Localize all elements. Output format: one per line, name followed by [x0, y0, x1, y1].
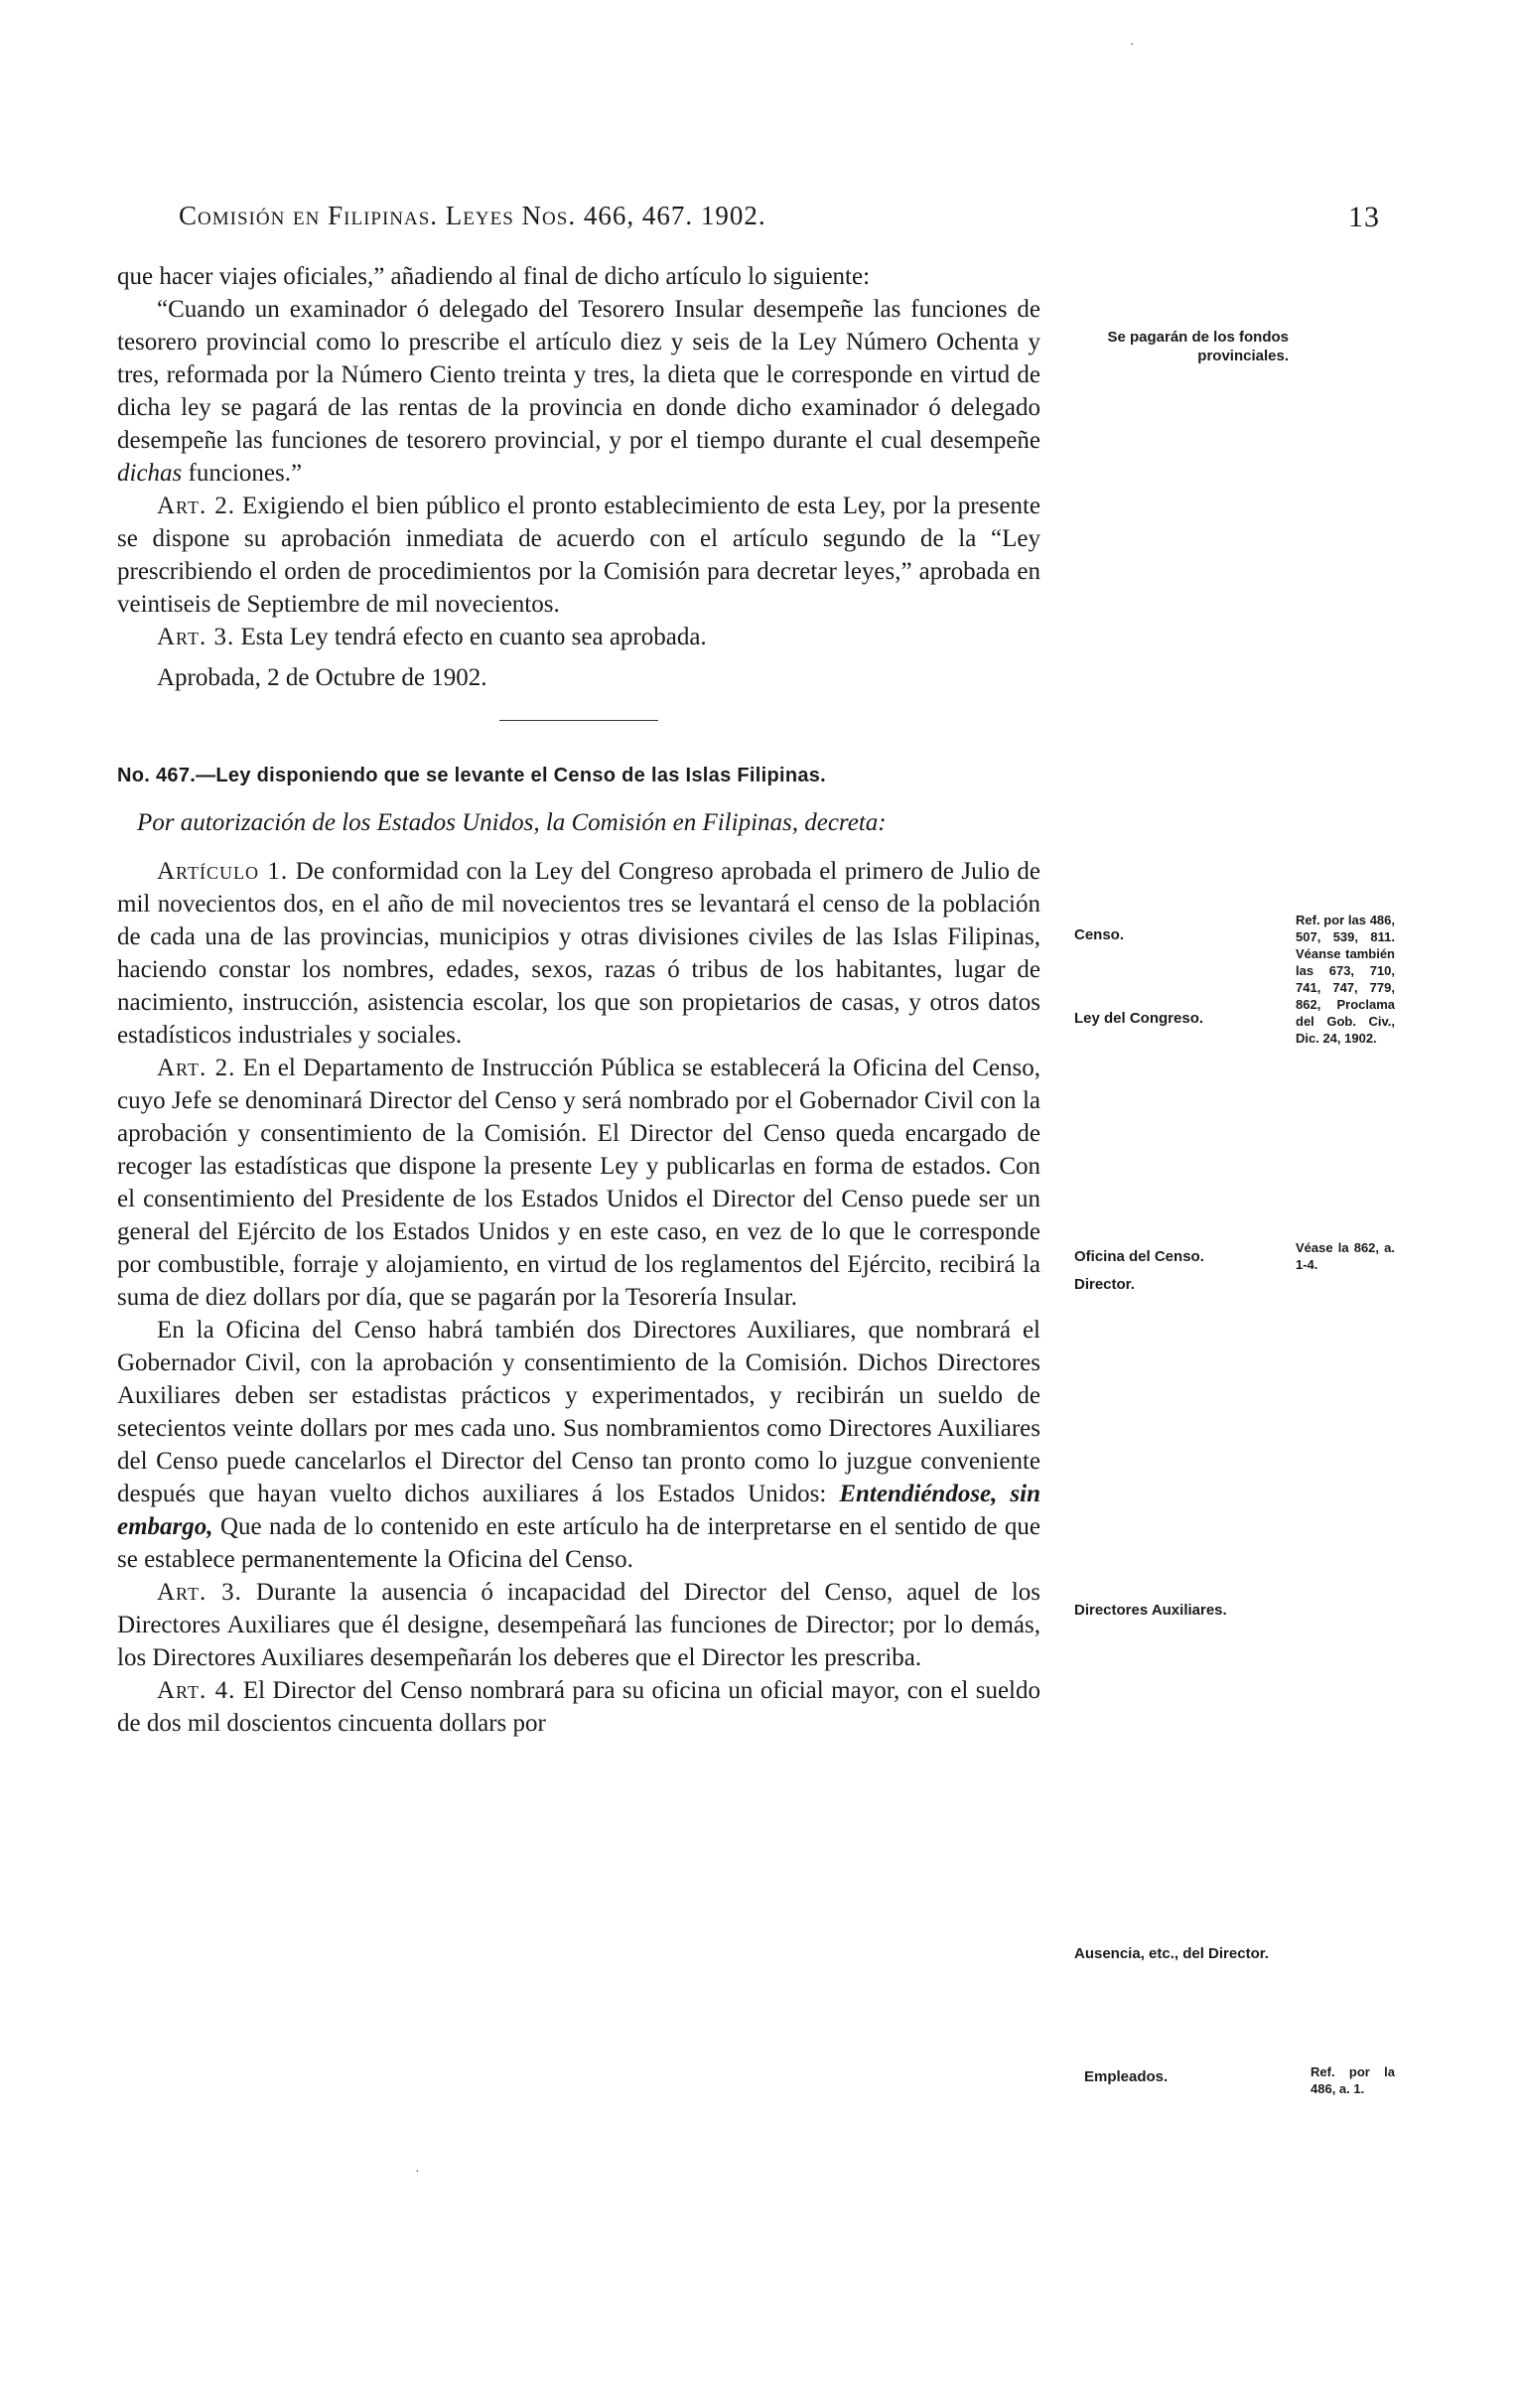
margin-note-auxiliary-directors: Directores Auxiliares. [1074, 1602, 1227, 1619]
article-467-1 [117, 855, 1040, 1052]
page-number: 13 [1348, 201, 1380, 233]
article-466-2 [117, 490, 1040, 621]
paragraph-quoted-amendment [117, 293, 1040, 490]
paragraph-continuation: que hacer viajes oficiales,” añadiendo al final de dicho artículo lo siguiente: [117, 263, 871, 290]
quoted-amendment-text: “Cuando un examinador ó delegado del Tesorero Insular desempeñe las funciones de tesorero provincial como lo prescribe el artículo diez y seis de la Ley Número Ochenta y tres, reformada por la Número Ciento treinta y tres, la dieta que le corresponde en virtud de dicha ley se pagará de las rentas de la provincia en donde dicho examinador ó delegado desempeñe las funciones de tesorero provincial, y por el tiempo durante el cual desempeñe [117, 296, 1040, 454]
article-label: Art. 4. [157, 1677, 236, 1704]
reference-note-see: Véase la 862, a. 1-4. [1296, 1240, 1395, 1272]
paragraph-auxiliary-directors [117, 1314, 1040, 1576]
reference-note-law-amendments: Ref. por las 486, 507, 539, 811. Véanse también las 673, 710, 741, 747, 779, 862, Proclama del Gob. Civ., Dic. 24, 1902. [1296, 913, 1395, 1046]
section-divider [499, 720, 658, 721]
article-text: Esta Ley tendrá efecto en cuanto sea aprobada. [240, 624, 707, 650]
article-label: Art. 2. [157, 1055, 236, 1081]
margin-note-oficina-censo: Oficina del Censo. [1074, 1248, 1204, 1265]
article-text: El Director del Censo nombrará para su oficina un oficial mayor, con el sueldo de dos mil doscientos cincuenta dollars por [117, 1677, 1041, 1737]
margin-note-director: Director. [1074, 1276, 1135, 1293]
law-467-title: No. 467.—Ley disponiendo que se levante el Censo de las Islas Filipinas. [117, 765, 827, 786]
article-label: Art. 3. [157, 624, 235, 650]
article-label: Art. 2. [157, 493, 235, 519]
article-text: En el Departamento de Instrucción Pública se establecerá la Oficina del Censo, cuyo Jefe se denominará Director del Censo y será nombrado por el Gobernador Civil con la aprobación y consentimiento de la Comisión. El Director del Censo queda encargado de recoger las estadísticas que dispone la presente Ley y publicarlas en forma de estados. Con el consentimiento del Presidente de los Estados Unidos el Director del Censo puede ser un general del Ejército de los Estados Unidos y en este caso, en vez de lo que le corresponde por combustible, forraje y alojamiento, en virtud de los reglamentos del Ejército, recibirá la suma de diez dollars por día, que se pagarán por la Tesorería Insular. [117, 1055, 1041, 1311]
running-header [179, 201, 1380, 240]
article-467-3 [117, 1576, 1040, 1674]
quoted-amendment-end: funciones.” [188, 460, 303, 487]
margin-note-provincial-funds: Se pagarán de los fondos provinciales. [1107, 329, 1289, 364]
aux-text-a: En la Oficina del Censo habrá también dos Directores Auxiliares, que nombrará el Gobernador Civil, con la aprobación y consentimiento de la Comisión. Dichos Directores Auxiliares deben ser estadistas prácticos y experimentados, y recibirán un sueldo de setecientos veinte dollars por mes cada uno. Sus nombramientos como Directores Auxiliares del Censo puede cancelarlos el Director del Censo tan pronto como lo juzgue conveniente después que hayan vuelto dichos auxiliares á los Estados Unidos: [117, 1317, 1040, 1507]
scan-speck: · [1130, 38, 1135, 53]
aux-proviso: Entendiéndose, sin embargo, [117, 1481, 1040, 1540]
article-label: Artículo 1. [157, 858, 289, 885]
article-text: Durante la ausencia ó incapacidad del Director del Censo, aquel de los Directores Auxiliares que él designe, desempeñará las funciones de Director; por lo demás, los Directores Auxiliares desempeñarán los deberes que el Director les prescriba. [117, 1579, 1040, 1671]
article-466-3 [117, 621, 1040, 653]
scan-speck: · [415, 2165, 420, 2180]
margin-note-absence: Ausencia, etc., del Director. [1074, 1945, 1269, 1962]
quoted-amendment-italic: dichas [117, 460, 183, 487]
reference-note-amended: Ref. por la 486, a. 1. [1311, 2064, 1395, 2096]
law-467-preamble: Por autorización de los Estados Unidos, la Comisión en Filipinas, decreta: [137, 809, 887, 836]
article-text: De conformidad con la Ley del Congreso aprobada el primero de Julio de mil novecientos dos, en el año de mil novecientos tres se levantará el censo de la población de cada una de las provincias, municipios y otras divisiones civiles de las Islas Filipinas, haciendo constar los nombres, edades, sexos, razas ó tribus de los habitantes, lugar de nacimiento, instrucción, asistencia escolar, los que son propietarios de casas, y otros datos estadísticos industriales y sociales. [117, 858, 1041, 1049]
approval-date: Aprobada, 2 de Octubre de 1902. [157, 664, 487, 691]
margin-note-ley-congreso: Ley del Congreso. [1074, 1010, 1204, 1027]
article-467-2 [117, 1052, 1040, 1314]
aux-text-b: Que nada de lo contenido en este artículo ha de interpretarse en el sentido de que se establece permanentemente la Oficina del Censo. [117, 1513, 1040, 1573]
article-text: Exigiendo el bien público el pronto establecimiento de esta Ley, por la presente se dispone su aprobación inmediata de acuerdo con el artículo segundo de la “Ley prescribiendo el orden de procedimientos por la Comisión para decretar leyes,” aprobada en veintiseis de Septiembre de mil novecientos. [117, 493, 1040, 618]
main-text-column [117, 260, 1040, 1740]
header-title: Comisión en Filipinas. Leyes Nos. 466, 467. 1902. [179, 201, 766, 230]
margin-note-employees: Empleados. [1084, 2068, 1169, 2085]
margin-note-censo: Censo. [1074, 926, 1125, 943]
article-label: Art. 3. [157, 1579, 242, 1606]
article-467-4 [117, 1674, 1040, 1740]
